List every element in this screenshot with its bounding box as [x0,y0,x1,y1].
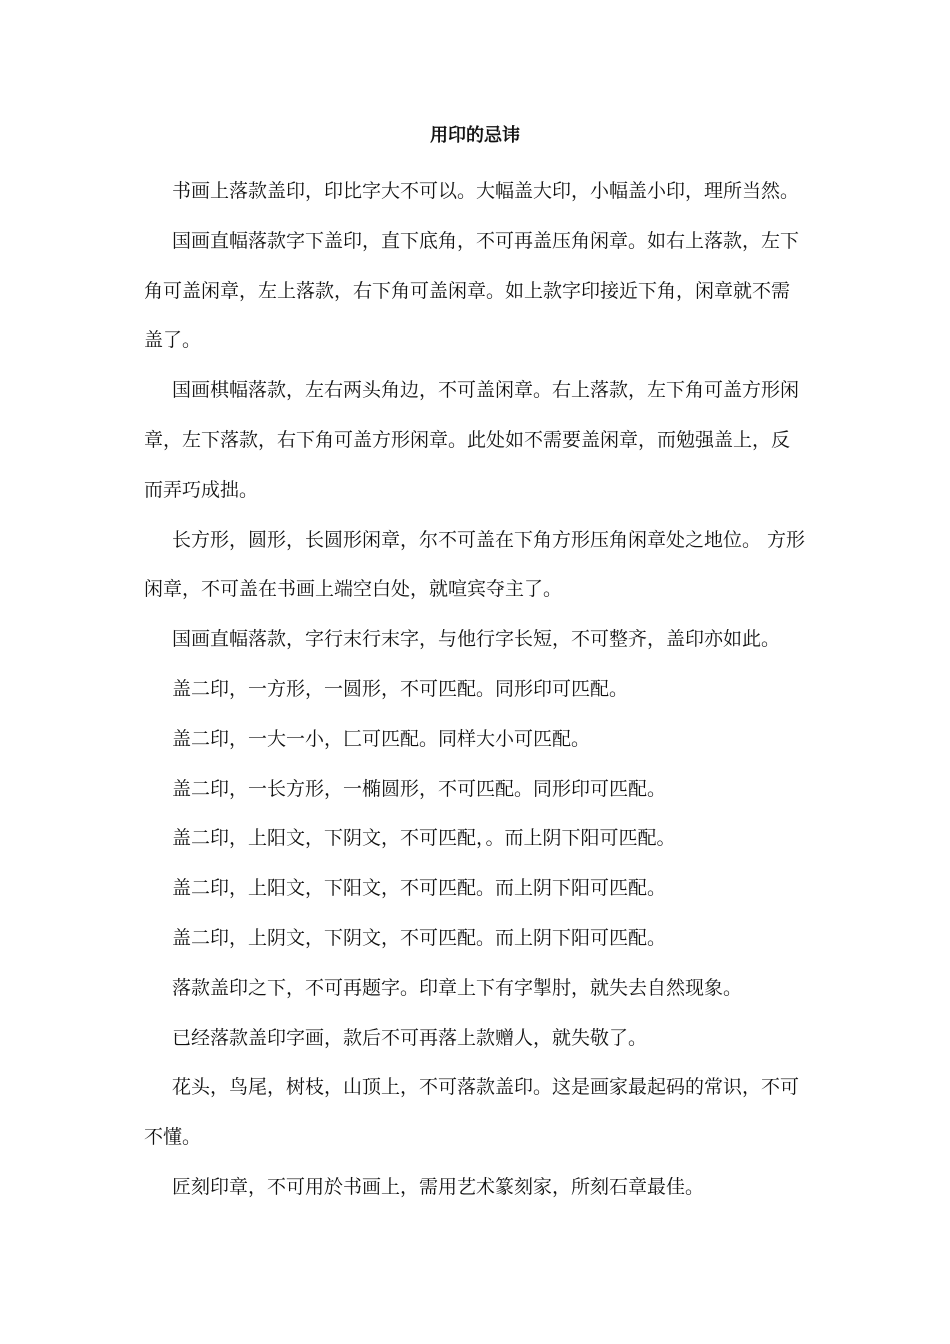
paragraph: 已经落款盖印字画，款后不可再落上款赠人，就失敬了。 [172,1026,648,1049]
paragraph: 书画上落款盖印，印比字大不可以。大幅盖大印，小幅盖小印，理所当然。 [172,180,800,202]
paragraph: 国画直幅落款字下盖印，直下底角，不可再盖压角闲章。如右上落款，左下角可盖闲章，左上落款，右下角可盖闲章。如上款字印接近下角，闲章就不需盖了。 [144,229,800,352]
paragraph: 盖二印，上阴文，下阴文，不可匹配。而上阴下阳可匹配。 [172,926,667,949]
document-body [144,167,808,1213]
paragraph: 盖二印，上阳文，下阴文，不可匹配，。而上阴下阳可匹配。 [172,827,676,850]
document-title: 用印的忌讳 [430,125,520,146]
paragraph: 长方形，圆形，长圆形闲章，尔不可盖在下角方形压角闲章处之地位。 方形闲章，不可盖在书画上端空白处，就喧宾夺主了。 [144,528,806,601]
paragraph: 匠刻印章，不可用於书画上，需用艺术篆刻家，所刻石章最佳。 [172,1175,705,1198]
paragraph: 国画直幅落款，字行末行末字，与他行字长短，不可整齐，盖印亦如此。 [172,628,781,651]
paragraph: 盖二印，一长方形，一椭圆形，不可匹配。同形印可匹配。 [172,777,667,800]
paragraph: 盖二印，一方形，一圆形，不可匹配。同形印可匹配。 [172,677,629,700]
paragraph: 落款盖印之下，不可再题字。印章上下有字掣肘，就失去自然现象。 [172,976,743,999]
paragraph: 花头，鸟尾，树枝，山顶上，不可落款盖印。这是画家最起码的常识，不可不懂。 [144,1076,800,1149]
paragraph: 盖二印，上阳文，下阳文，不可匹配。而上阴下阳可匹配。 [172,877,667,900]
paragraph: 盖二印，一大一小，匚可匹配。同样大小可匹配。 [172,727,591,750]
paragraph: 国画棋幅落款，左右两头角边，不可盖闲章。右上落款，左下角可盖方形闲章，左下落款，右下角可盖方形闲章。此处如不需要盖闲章，而勉强盖上，反而弄巧成拙。 [144,379,800,501]
